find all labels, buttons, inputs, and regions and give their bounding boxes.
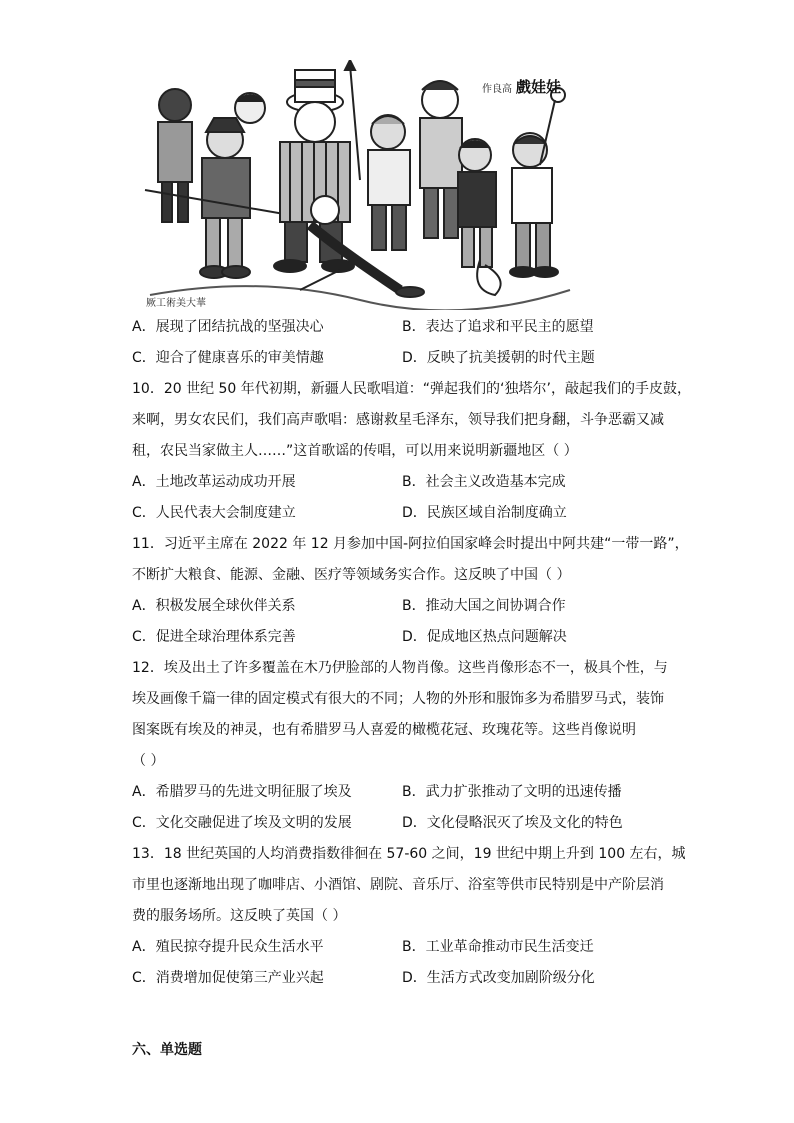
q11-option-a[interactable]: A．积极发展全球伙伴关系 xyxy=(132,598,296,614)
q9-option-a[interactable]: A．展现了团结抗战的坚强决心 xyxy=(132,319,324,335)
q11-option-b[interactable]: B．推动大国之间协调合作 xyxy=(402,598,566,614)
q13-option-c[interactable]: C．消费增加促使第三产业兴起 xyxy=(132,970,324,986)
q11-stem-line-2: 不断扩大粮食、能源、金融、医疗等领域务实合作。这反映了中国（ ） xyxy=(132,567,571,583)
q10-option-c[interactable]: C．人民代表大会制度建立 xyxy=(132,505,296,521)
q11-options-row-2 xyxy=(132,622,672,653)
q12-stem-line-2: 埃及画像千篇一律的固定模式有很大的不同；人物的外形和服饰多为希腊罗马式，装饰 xyxy=(132,691,664,707)
exam-content xyxy=(132,312,691,994)
q12-stem-line-1: 12．埃及出土了许多覆盖在木乃伊脸部的人物肖像。这些肖像形态不一，极具个性，与 xyxy=(132,660,668,676)
q10-stem-line-3: 租，农民当家做主人……”这首歌谣的传唱，可以用来说明新疆地区（ ） xyxy=(132,443,578,459)
q13-option-b[interactable]: B．工业革命推动市民生活变迁 xyxy=(402,939,594,955)
q10-option-b[interactable]: B．社会主义改造基本完成 xyxy=(402,474,566,490)
q12-option-c[interactable]: C．文化交融促进了埃及文明的发展 xyxy=(132,815,352,831)
illustration-title-main: 戲娃娃 xyxy=(516,78,562,96)
q11-option-d[interactable]: D．促成地区热点问题解决 xyxy=(402,629,567,645)
q13-stem-line-3: 费的服务场所。这反映了英国（ ） xyxy=(132,908,347,924)
q9-option-d[interactable]: D．反映了抗美援朝的时代主题 xyxy=(402,350,595,366)
cartoon-children-icon xyxy=(140,60,580,310)
q11-option-c[interactable]: C．促进全球治理体系完善 xyxy=(132,629,296,645)
q9-options-row-1 xyxy=(132,312,672,343)
q10-option-a[interactable]: A．土地改革运动成功开展 xyxy=(132,474,296,490)
q11-options-row-1 xyxy=(132,591,672,622)
q12-stem-line-4: （ ） xyxy=(132,753,165,769)
q9-option-b[interactable]: B．表达了追求和平民主的愿望 xyxy=(402,319,594,335)
q13-options-row-2 xyxy=(132,963,672,994)
illustration-credit: 厥工術美大華 xyxy=(146,298,206,309)
q12-option-b[interactable]: B．武力扩张推动了文明的迅速传播 xyxy=(402,784,622,800)
q13-option-d[interactable]: D．生活方式改变加剧阶级分化 xyxy=(402,970,595,986)
q13-options-row-1 xyxy=(132,932,672,963)
illustration-title xyxy=(482,76,561,97)
q12-option-a[interactable]: A．希腊罗马的先进文明征服了埃及 xyxy=(132,784,352,800)
q12-options-row-2 xyxy=(132,808,672,839)
q13-stem-line-1: 13．18 世纪英国的人均消费指数徘徊在 57-60 之间，19 世纪中期上升到 100 左右，城 xyxy=(132,846,686,862)
q10-option-d[interactable]: D．民族区域自治制度确立 xyxy=(402,505,567,521)
q9-options-row-2 xyxy=(132,343,672,374)
q10-options-row-1 xyxy=(132,467,672,498)
q10-stem-line-1: 10．20 世纪 50 年代初期，新疆人民歌唱道：“弹起我们的‘独塔尔’，敲起我们的手皮鼓， xyxy=(132,381,691,397)
q12-stem-line-3: 图案既有埃及的神灵，也有希腊罗马人喜爱的橄榄花冠、玫瑰花等。这些肖像说明 xyxy=(132,722,636,738)
q13-option-a[interactable]: A．殖民掠夺提升民众生活水平 xyxy=(132,939,324,955)
section-title: 六、单选题 xyxy=(132,1042,202,1058)
q9-option-c[interactable]: C．迎合了健康喜乐的审美情趣 xyxy=(132,350,324,366)
q12-option-d[interactable]: D．文化侵略泯灭了埃及文化的特色 xyxy=(402,815,623,831)
q13-stem-line-2: 市里也逐渐地出现了咖啡店、小酒馆、剧院、音乐厅、浴室等供市民特别是中产阶层消 xyxy=(132,877,664,893)
q12-options-row-1 xyxy=(132,777,672,808)
cartoon-illustration xyxy=(140,60,580,310)
illustration-title-small: 作良高 xyxy=(482,84,512,95)
q11-stem-line-1: 11．习近平主席在 2022 年 12 月参加中国-阿拉伯国家峰会时提出中阿共建“一带一路”， xyxy=(132,536,689,552)
q10-options-row-2 xyxy=(132,498,672,529)
q10-stem-line-2: 来啊，男女农民们，我们高声歌唱：感谢救星毛泽东，领导我们把身翻，斗争恶霸又减 xyxy=(132,412,664,428)
